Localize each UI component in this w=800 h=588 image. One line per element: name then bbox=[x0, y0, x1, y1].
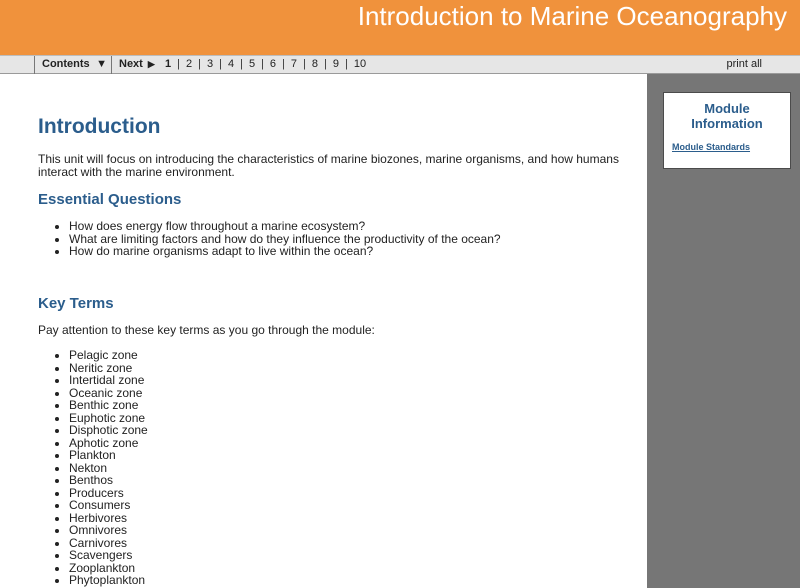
intro-paragraph: This unit will focus on introducing the characteristics of marine biozones, marine organisms, and how humans interact with the marine environment. bbox=[38, 152, 619, 179]
next-button[interactable] bbox=[119, 56, 155, 73]
page-link-8[interactable]: 8 bbox=[311, 58, 319, 70]
list-item: • Benthic zone bbox=[69, 399, 148, 412]
list-item: • Carnivores bbox=[69, 537, 148, 550]
list-item: • How does energy flow throughout a marine ecosystem? bbox=[69, 220, 501, 233]
module-title-line1: Module bbox=[704, 101, 750, 116]
page-separator: | bbox=[303, 58, 306, 70]
key-terms-list bbox=[69, 349, 148, 587]
page-separator: | bbox=[177, 58, 180, 70]
page-title: Introduction bbox=[38, 115, 161, 138]
module-title-line2: Information bbox=[691, 116, 763, 131]
list-item: • How do marine organisms adapt to live within the ocean? bbox=[69, 245, 501, 258]
page-link-5[interactable]: 5 bbox=[248, 58, 256, 70]
contents-dropdown[interactable] bbox=[34, 56, 112, 74]
list-item: • Nekton bbox=[69, 462, 148, 475]
page-link-4[interactable]: 4 bbox=[227, 58, 235, 70]
list-item: • Scavengers bbox=[69, 549, 148, 562]
list-item: • Producers bbox=[69, 487, 148, 500]
list-item: • Consumers bbox=[69, 499, 148, 512]
essential-questions-heading: Essential Questions bbox=[38, 191, 182, 208]
page-link-10[interactable]: 10 bbox=[353, 58, 367, 70]
list-item: • Pelagic zone bbox=[69, 349, 148, 362]
list-item: • Phytoplankton bbox=[69, 574, 148, 587]
contents-label: Contents bbox=[42, 58, 90, 70]
list-item: • Omnivores bbox=[69, 524, 148, 537]
sidebar bbox=[647, 74, 800, 588]
list-item: • What are limiting factors and how do they influence the productivity of the ocean? bbox=[69, 233, 501, 246]
key-terms-intro: Pay attention to these key terms as you go through the module: bbox=[38, 323, 375, 337]
page-link-3[interactable]: 3 bbox=[206, 58, 214, 70]
page-link-7[interactable]: 7 bbox=[290, 58, 298, 70]
nav-bar bbox=[0, 55, 800, 74]
page-link-2[interactable]: 2 bbox=[185, 58, 193, 70]
page-link-9[interactable]: 9 bbox=[332, 58, 339, 70]
page-link-1[interactable]: 1 bbox=[165, 58, 172, 70]
list-item: • Neritic zone bbox=[69, 362, 148, 375]
page-separator: | bbox=[198, 58, 201, 70]
list-item: • Zooplankton bbox=[69, 562, 148, 575]
page-separator: | bbox=[219, 58, 222, 70]
page-separator: | bbox=[282, 58, 285, 70]
list-item: • Aphotic zone bbox=[69, 437, 148, 450]
module-information-box bbox=[663, 92, 791, 169]
list-item: • Oceanic zone bbox=[69, 387, 148, 400]
module-standards-link[interactable]: Module Standards bbox=[672, 142, 751, 152]
play-arrow-icon: ▶ bbox=[147, 59, 155, 69]
page-links bbox=[165, 56, 366, 73]
print-all-link[interactable]: print all bbox=[726, 58, 762, 70]
page-separator: | bbox=[345, 58, 348, 70]
header-bar bbox=[0, 0, 800, 55]
list-item: • Euphotic zone bbox=[69, 412, 148, 425]
page-separator: | bbox=[240, 58, 243, 70]
list-item: • Intertidal zone bbox=[69, 374, 148, 387]
module-information-title bbox=[664, 101, 790, 131]
list-item: • Herbivores bbox=[69, 512, 148, 525]
list-item: • Disphotic zone bbox=[69, 424, 148, 437]
page-link-6[interactable]: 6 bbox=[269, 58, 277, 70]
chevron-down-icon: ▼ bbox=[96, 58, 107, 70]
page-separator: | bbox=[261, 58, 264, 70]
list-item: • Plankton bbox=[69, 449, 148, 462]
page-separator: | bbox=[324, 58, 327, 70]
list-item: • Benthos bbox=[69, 474, 148, 487]
key-terms-heading: Key Terms bbox=[38, 295, 114, 312]
site-title: Introduction to Marine Oceanography bbox=[357, 1, 787, 31]
essential-questions-list bbox=[69, 220, 501, 258]
next-label: Next bbox=[119, 58, 143, 70]
